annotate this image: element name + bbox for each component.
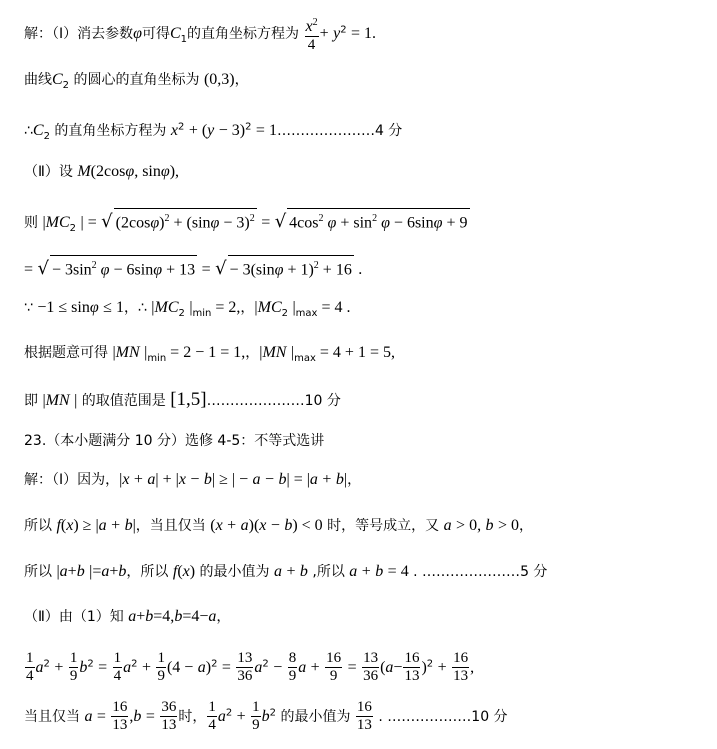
line-10	[24, 431, 324, 451]
line-14-text: （Ⅱ）由（1）知 a+b=4,b=4−a，	[24, 608, 231, 625]
line-2-text: 曲线$C_2$ 的圆心的直角坐标为 (0,3)，	[24, 71, 249, 91]
line-8	[24, 343, 395, 369]
line-1	[24, 14, 376, 54]
line-15	[24, 650, 474, 685]
line-11	[24, 470, 361, 490]
score-mark: 10 分	[471, 708, 508, 725]
line-9	[24, 390, 341, 411]
line-8-text: 根据题意可得 |MN $|_{min} = 2 - 1 = 1$,，|MN $|_{max} = 4 + 1 = 5$,	[24, 344, 395, 364]
line-16	[24, 699, 508, 734]
line-13-text: 所以 |a+b |=a+b，所以 f(x) 的最小值为 a + b ,所以 a + b = 4 . …………………5 分	[24, 563, 548, 580]
line-6-text: = √ − $3\sin^2$ φ − 6sinφ + 13 = √ − $3(\sin\varphi + 1)^2 + 16$ .	[24, 262, 362, 278]
line-14	[24, 607, 230, 627]
line-9-text: 即 |MN | 的取值范围是 [1,5]…………………10 分	[24, 389, 341, 410]
line-15-text: $\frac{1}{4}$ $a^2$ + $\frac{1}{9}$ $b^2$ = $\frac{1}{4}$ $a^2$ + $\frac{1}{9}$ $(4 - a)^2$ = $\frac{13}{36}$ $a^2$ − $\frac{8}{9}$ a + $\frac{16}{9}$ = $\frac{13}{36}$ (a− $\frac{16}{13}$ )$^2$ + $\frac{16}{13}$ ,	[26, 650, 475, 684]
line-3	[24, 117, 402, 146]
line-16-text: 当且仅当 a = $\frac{16}{13}$ ,b = $\frac{36}{13}$ 时， $\frac{1}{4}$ $a^2$ + $\frac{1}{9}$ $b^2$ 的最小值为 $\frac{16}{13}$ . ………………10 分	[24, 699, 508, 733]
line-12-text: 所以 f(x) ≥ |a + b|，当且仅当 (x + a)(x − b) < 0 时，等号成立，又 a > 0, b > 0，	[24, 517, 534, 534]
line-11-text: 解：（Ⅰ）因为，|x + a| + |x − b| ≥ | − a − b| = |a + b|，	[24, 471, 362, 488]
line-4-text: （Ⅱ）设 M(2cosφ, sinφ),	[24, 163, 180, 180]
line-7-text: ∵ −1 ≤ sinφ ≤ 1，∴ $|MC_2$ $|_{min} = 2$,，$|MC_2$ $|_{max} = 4$ .	[24, 299, 351, 319]
score-mark: 10 分	[304, 393, 341, 409]
line-2	[24, 70, 249, 96]
line-10-text: 23.（本小题满分 10 分）选修 4-5：不等式选讲	[24, 433, 325, 449]
line-12	[24, 516, 533, 536]
line-6	[24, 255, 362, 280]
line-3-text: $\therefore C_2$ 的直角坐标方程为 $x^2 + (y - 3)^2$ = 1…………………4 分	[24, 121, 403, 142]
line-1-text: 解：（Ⅰ）消去参数φ可得$C_1$的直角坐标方程为 $\frac{x^2}{4}$ + $y^2 = 1$.	[24, 26, 376, 42]
line-4	[24, 162, 179, 182]
line-5	[24, 208, 470, 239]
line-13	[24, 562, 547, 582]
line-5-text: 则 $|MC_2$ | = √ $(2\cos\varphi)^2 + (\sin\varphi - 3)^2$ = √ $4\cos^2$ $\varphi + \sin^2 \varphi - 6\sin\varphi + 9$	[24, 215, 470, 231]
line-7	[24, 298, 350, 324]
score-mark: 4 分	[374, 122, 403, 139]
score-mark: 5 分	[520, 564, 548, 580]
